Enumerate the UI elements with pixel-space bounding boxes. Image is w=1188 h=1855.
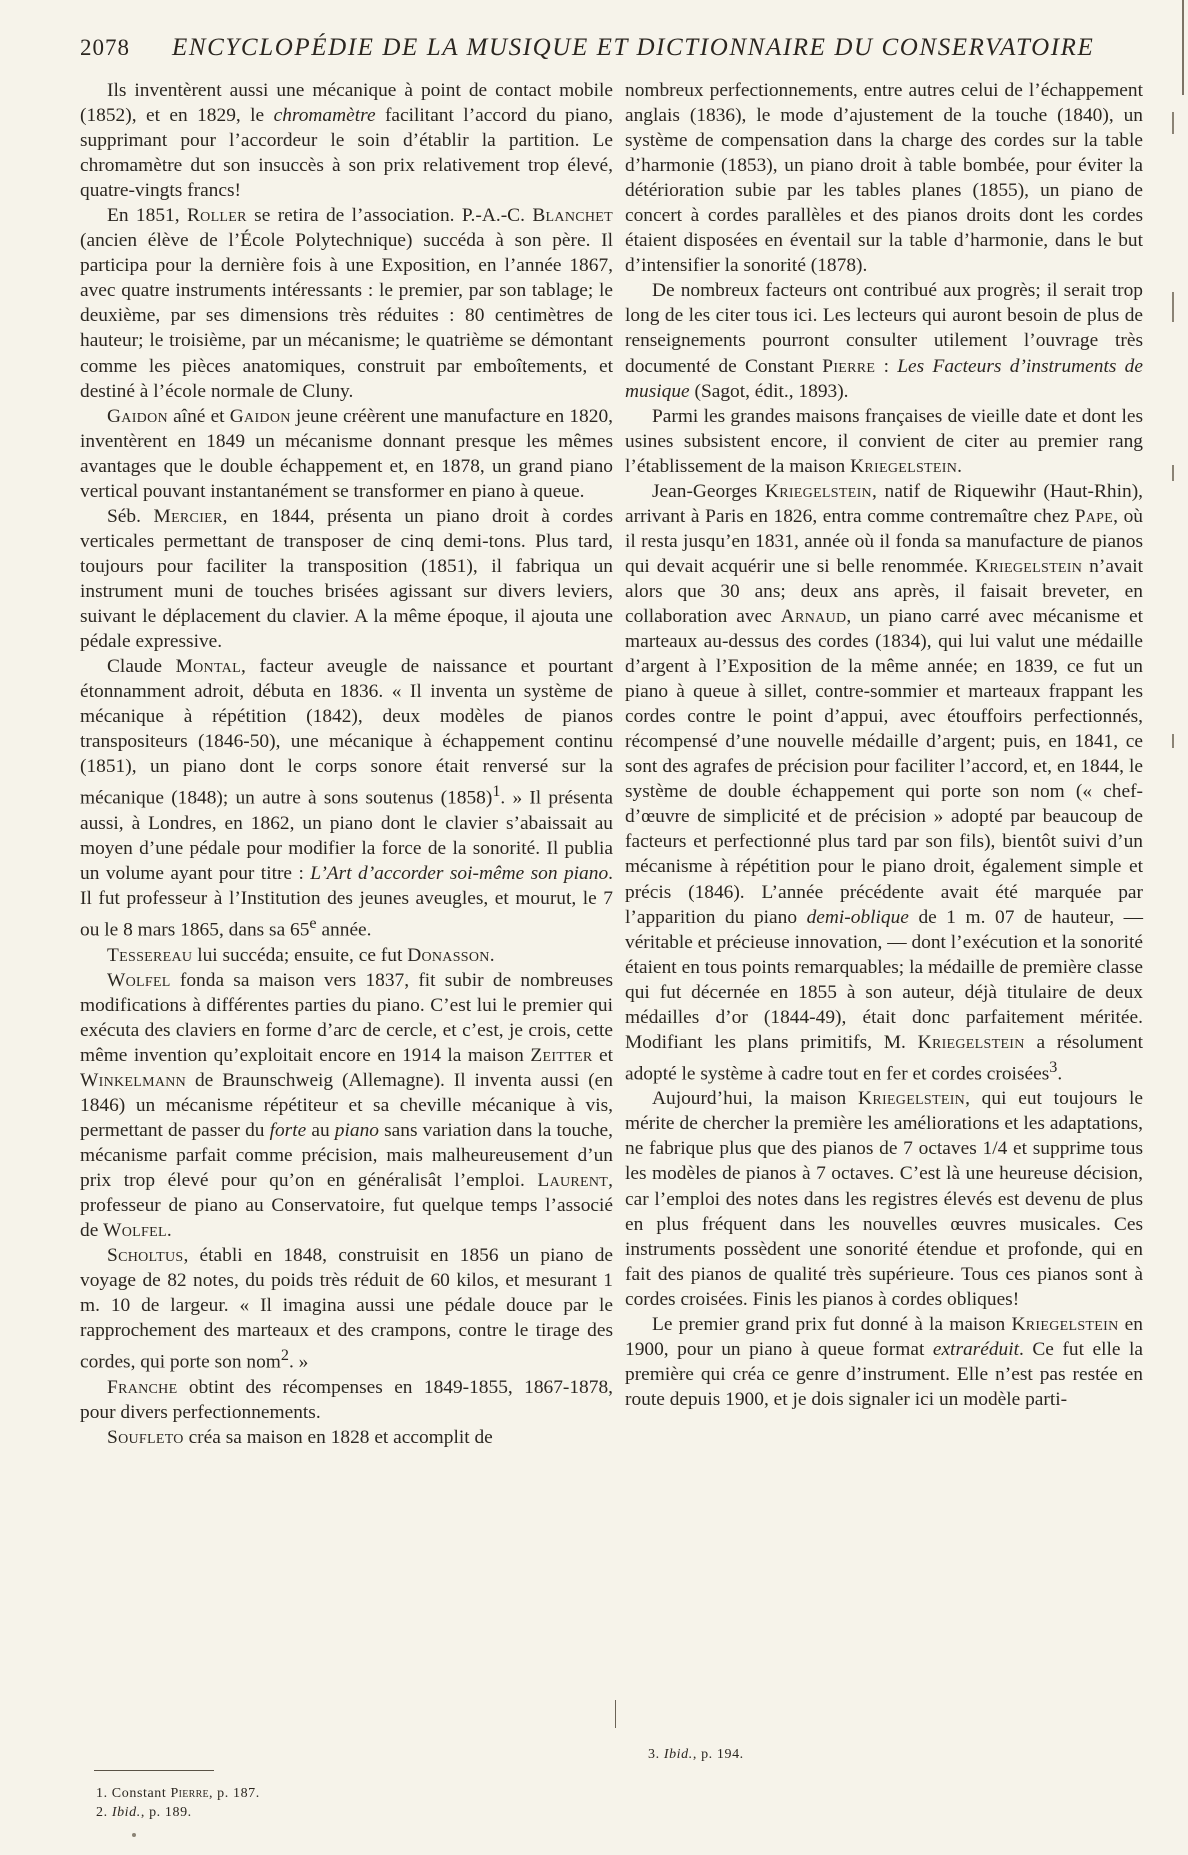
italic-term: chromamètre bbox=[273, 105, 376, 127]
italic-term: Ibid. bbox=[111, 1805, 141, 1820]
proper-name: Montal bbox=[175, 656, 241, 678]
text: année. bbox=[316, 919, 372, 941]
text: . » Il présenta aussi, à Londres, en 1862, un piano dont le clavier s’abaissait au moyen d’une pédale pour modifier la force de la sonorité. Il publia un volume ayant pour titre : bbox=[80, 787, 613, 884]
book-title: L’Art d’accorder soi-même son piano bbox=[310, 862, 609, 884]
text: au bbox=[306, 1119, 335, 1141]
right-column bbox=[625, 78, 1143, 1412]
ordinal-suffix: e bbox=[309, 915, 317, 933]
text: facilitant l’accord du piano, supprimant pour l’accordeur le soin d’établir la partition. Le chromamètre dut son insuccès à son prix relativement trop élevé, quatre-vingts francs! bbox=[80, 105, 613, 202]
text: lui succéda; ensuite, ce fut bbox=[192, 944, 408, 966]
proper-name: Arnaud bbox=[780, 605, 847, 627]
text: de 1 m. 07 de hauteur, — véritable et précieuse innovation, — dont l’exécution et la sonorité étaient en tous points remarquables; la médaille de première classe qui fut décernée en 1855 à son auteur, déjà titulaire de deux médailles d’or (1844-49), était donc parfaitement méritée. Modifiant les plans primitifs, M. bbox=[625, 906, 1143, 1053]
footnote bbox=[96, 1784, 576, 1803]
text: (Sagot, édit., 1893). bbox=[689, 380, 849, 402]
text: 2. bbox=[96, 1805, 112, 1820]
proper-name: Gaidon bbox=[229, 405, 291, 427]
text: , p. 194. bbox=[692, 1747, 744, 1762]
proper-name: Kriegelstein bbox=[1011, 1313, 1119, 1335]
footnote-ref: 1 bbox=[492, 783, 501, 801]
book-title: Les Facteurs d’instruments de musique bbox=[625, 355, 1143, 402]
ink-dot bbox=[132, 1833, 136, 1837]
proper-name: Wolfel bbox=[107, 969, 171, 991]
proper-name: Kriegelstein bbox=[975, 555, 1083, 577]
text: nombreux perfectionnements, entre autres celui de l’échappement anglais (1836), le mode d’ajustement de la touche (1840), un système de compensation dans la charge des cordes sur la table d’harmonie (1853), un piano droit à table bombée, pour éviter la détérioration subie par les tables planes (1855), un piano de concert à cordes parallèles et des pianos droits dont les cordes étaient disposées en éventail sur la table d’harmonie, dans le but d’intensifier la sonorité (1878). bbox=[625, 80, 1143, 277]
text: Jean-Georges bbox=[652, 480, 765, 502]
italic-term: extraréduit bbox=[932, 1338, 1020, 1360]
footnote-ref: 3 bbox=[1049, 1058, 1058, 1076]
proper-name: Scholtus bbox=[107, 1245, 184, 1267]
margin-mark bbox=[1172, 112, 1174, 134]
text: , un piano carré avec mécanisme et marteaux au-dessus des cordes (1834), qui lui valut une médaille d’argent à l’Exposition de la même année; en 1839, ce fut un piano à queue à sillet, contre-sommier et marteaux frappant les cordes contre le point d’appui, avec étouffoirs perfectionnés, récompensé d’une nouvelle médaille d’argent; puis, en 1841, ce sont des agrafes de précision pour faciliter l’accord, et, en 1844, le système de double échappement qui porte son nom (« chef-d’œuvre de simplicité et de précision » adopté par beaucoup de facteurs et perfectionné plus tard par son fils), bientôt suivi d’un mécanisme à répétition pour le piano droit, également simple et précis (1846). L’année précédente avait été marquée par l’apparition du piano bbox=[625, 605, 1144, 928]
text: , établi en 1848, construisit en 1856 un piano de voyage de 82 notes, du poids très réduit de 60 kilos, et mesurant 1 m. 10 de largeur. « Il imagina aussi une pédale douce par le rapprochement des marteaux et des crampons, contre le tirage des cordes, qui porte son nom bbox=[80, 1245, 613, 1373]
text: . bbox=[1057, 1063, 1063, 1085]
text: De nombreux facteurs ont contribué aux progrès; il serait trop long de les citer tous ici. Les lecteurs qui auront besoin de plus de renseignements pourront consulter utilement l’ouvrage très documenté de Constant bbox=[625, 280, 1143, 377]
text: en 1900, pour un piano à queue format bbox=[625, 1313, 1143, 1360]
proper-name: Winkelmann bbox=[80, 1069, 187, 1091]
running-title: ENCYCLOPÉDIE DE LA MUSIQUE ET DICTIONNAIRE DU CONSERVATOIRE bbox=[172, 34, 1095, 61]
italic-term: forte bbox=[269, 1119, 307, 1141]
right-footnotes bbox=[648, 1745, 1128, 1764]
proper-name: Blanchet bbox=[532, 205, 613, 227]
text: . Il fut professeur à l’Institution des jeunes aveugles, et mourut, le 7 ou le 8 mars 1865, dans sa 65 bbox=[80, 862, 613, 941]
text: et bbox=[592, 1044, 613, 1066]
text: jeune créèrent une manufacture en 1820, inventèrent en 1849 un mécanisme donnant presque les mêmes avantages que le double échappement et, en 1878, un grand piano vertical pouvant instantanément se transformer en piano à queue. bbox=[80, 405, 613, 502]
paragraph bbox=[80, 1425, 613, 1450]
paragraph bbox=[80, 943, 613, 968]
proper-name: Tessereau bbox=[107, 944, 193, 966]
proper-name: Gaidon bbox=[107, 405, 168, 427]
paragraph bbox=[80, 968, 613, 1244]
text: de Braunschweig (Allemagne). Il inventa aussi (en 1846) un mécanisme répétiteur et sa cheville mécanique à vis, permettant de passer du bbox=[80, 1069, 613, 1141]
text: . bbox=[166, 1220, 172, 1242]
margin-mark bbox=[1172, 734, 1174, 748]
text: créa sa maison en 1828 et accomplit de bbox=[183, 1426, 493, 1448]
proper-name: Kriegelstein bbox=[850, 455, 958, 477]
proper-name: Kriegelstein bbox=[764, 480, 872, 502]
text: , où il resta jusqu’en 1831, année où il fonda sa manufacture de pianos qui devait acquérir une si belle renommée. bbox=[625, 505, 1144, 577]
paragraph bbox=[80, 504, 613, 654]
text: sans variation dans la touche, mécanisme parfait comme précision, mais malheureusement d’un prix trop élevé pour qu’on en généralisât l’emploi. bbox=[80, 1119, 614, 1191]
text: . Ce fut elle la première qui créa ce genre d’instrument. Elle n’est pas restée en route depuis 1900, et je dois signaler ici un modèle parti- bbox=[625, 1338, 1143, 1410]
paragraph bbox=[625, 1086, 1143, 1311]
text: Le premier grand prix fut donné à la maison bbox=[652, 1313, 1012, 1335]
column-divider bbox=[615, 1700, 616, 1728]
proper-name: Wolfel bbox=[103, 1220, 167, 1242]
margin-mark bbox=[1172, 292, 1174, 322]
proper-name: Mercier bbox=[153, 505, 223, 527]
proper-name: Kriegelstein bbox=[917, 1031, 1025, 1053]
proper-name: Laurent bbox=[537, 1169, 609, 1191]
paragraph bbox=[625, 1312, 1143, 1412]
text: , professeur de piano au Conservatoire, fut quelque temps l’associé de bbox=[80, 1169, 613, 1242]
paragraph bbox=[80, 404, 613, 504]
left-column bbox=[80, 78, 613, 1450]
italic-term: Ibid. bbox=[663, 1747, 693, 1762]
text: . » bbox=[288, 1351, 309, 1373]
text: , p. 189. bbox=[140, 1805, 192, 1820]
margin-mark bbox=[1172, 465, 1174, 481]
text: n’avait alors que 30 ans; deux ans après, il faisait breveter, en collaboration avec bbox=[625, 555, 1143, 627]
text: , qui eut toujours le mérite de chercher la première les améliorations et les adaptations, ne fabrique plus que des pianos de 7 octaves 1/4 et supprime tous les modèles de pianos à 7 octaves. C’est là une heureuse décision, car l’emploi des notes dans les registres élevés est devenu de plus en plus fréquent dans les nouvelles œuvres musicales. Ces instruments possèdent une sonorité étendue et profonde, qui en fait des pianos de qualité très supérieure. Tous ces pianos sont à cordes croisées. Finis les pianos à cordes obliques! bbox=[625, 1088, 1143, 1310]
left-footnotes bbox=[96, 1784, 576, 1822]
proper-name: Pierre bbox=[822, 355, 876, 377]
text: , en 1844, présenta un piano droit à cordes verticales permettant de transposer de cinq demi-tons. Plus tard, toujours pour faciliter la transposition (1851), il fabriqua un instrument muni de touches brisées agissant sur divers leviers, suivant le déplacement du clavier. A la même époque, il ajouta une pédale expressive. bbox=[80, 505, 613, 653]
italic-term: piano bbox=[334, 1119, 379, 1141]
proper-name: Kriegelstein bbox=[858, 1088, 966, 1110]
text: aîné et bbox=[167, 405, 230, 427]
text: (ancien élève de l’École Polytechnique) succéda à son père. Il participa pour la dernière fois à une Exposition, en l’année 1867, avec quatre instruments intéressants : le premier, par son tablage; le deuxième, par ses dimensions très réduites : 80 centimètres de hauteur; le troisième, par un mécanisme; le quatrième se démontant comme les pièces anatomiques, construit par emboîtements, et destiné à l’école normale de Cluny. bbox=[80, 230, 613, 402]
proper-name: Franche bbox=[107, 1376, 178, 1398]
page-number: 2078 bbox=[80, 35, 130, 60]
text: obtint des récompenses en 1849-1855, 1867-1878, pour divers perfectionnements. bbox=[80, 1376, 613, 1423]
footnote bbox=[96, 1803, 576, 1822]
paragraph bbox=[80, 1375, 613, 1425]
proper-name: Zeitter bbox=[530, 1044, 593, 1066]
paragraph bbox=[625, 479, 1143, 1087]
page-edge-rule bbox=[1182, 0, 1184, 95]
text: Séb. bbox=[107, 505, 154, 527]
text: , natif de Riquewihr (Haut-Rhin), arrivant à Paris en 1826, entra comme contremaître chez bbox=[625, 480, 1143, 527]
paragraph bbox=[80, 654, 613, 942]
text: fonda sa maison vers 1837, fit subir de nombreuses modifications à différentes parties du piano. C’est lui le premier qui exécuta des claviers en forme d’arc de cercle, et c’est, je crois, cette même invention qu’exploitait encore en 1914 la maison bbox=[80, 969, 613, 1066]
proper-name: Pierre bbox=[170, 1786, 209, 1801]
text: . bbox=[957, 455, 962, 477]
text: se retira de l’association. P.-A.-C. bbox=[246, 205, 533, 227]
paragraph bbox=[625, 278, 1143, 403]
text: Aujourd’hui, la maison bbox=[652, 1088, 859, 1110]
text: : bbox=[875, 355, 898, 377]
footnote-rule bbox=[94, 1770, 214, 1771]
proper-name: Donasson bbox=[407, 944, 490, 966]
text: Claude bbox=[107, 656, 176, 678]
paragraph bbox=[80, 203, 613, 403]
text: Parmi les grandes maisons françaises de vieille date et dont les usines subsistent encore, il convient de citer au premier rang l’établissement de la maison bbox=[625, 405, 1143, 477]
text: a résolument adopté le système à cadre tout en fer et cordes croisées bbox=[625, 1031, 1143, 1085]
proper-name: Roller bbox=[186, 205, 247, 227]
footnote bbox=[648, 1745, 1128, 1764]
proper-name: Soufleto bbox=[107, 1426, 184, 1448]
italic-term: demi-oblique bbox=[806, 906, 909, 928]
text: 1. Constant bbox=[96, 1786, 171, 1801]
paragraph bbox=[80, 78, 613, 203]
text: , p. 187. bbox=[208, 1786, 260, 1801]
footnote-ref: 2 bbox=[280, 1347, 289, 1365]
text: 3. bbox=[648, 1747, 664, 1762]
text: . bbox=[489, 944, 495, 966]
page-header bbox=[80, 34, 1150, 62]
text: Ils inventèrent aussi une mécanique à point de contact mobile (1852), et en 1829, le bbox=[80, 80, 613, 127]
paragraph bbox=[625, 78, 1143, 278]
text: En 1851, bbox=[107, 205, 187, 227]
text: , facteur aveugle de naissance et pourtant étonnamment adroit, débuta en 1836. « Il inventa un système de mécanique à répétition (1842), deux modèles de pianos transpositeurs (1846-50), une mécanique à échappement continu (1851), un piano dont le corps sonore était renversé sur la mécanique (1848); un autre à sons soutenus (1858) bbox=[80, 656, 613, 809]
paragraph bbox=[625, 404, 1143, 479]
paragraph bbox=[80, 1243, 613, 1375]
proper-name: Pape bbox=[1074, 505, 1114, 527]
